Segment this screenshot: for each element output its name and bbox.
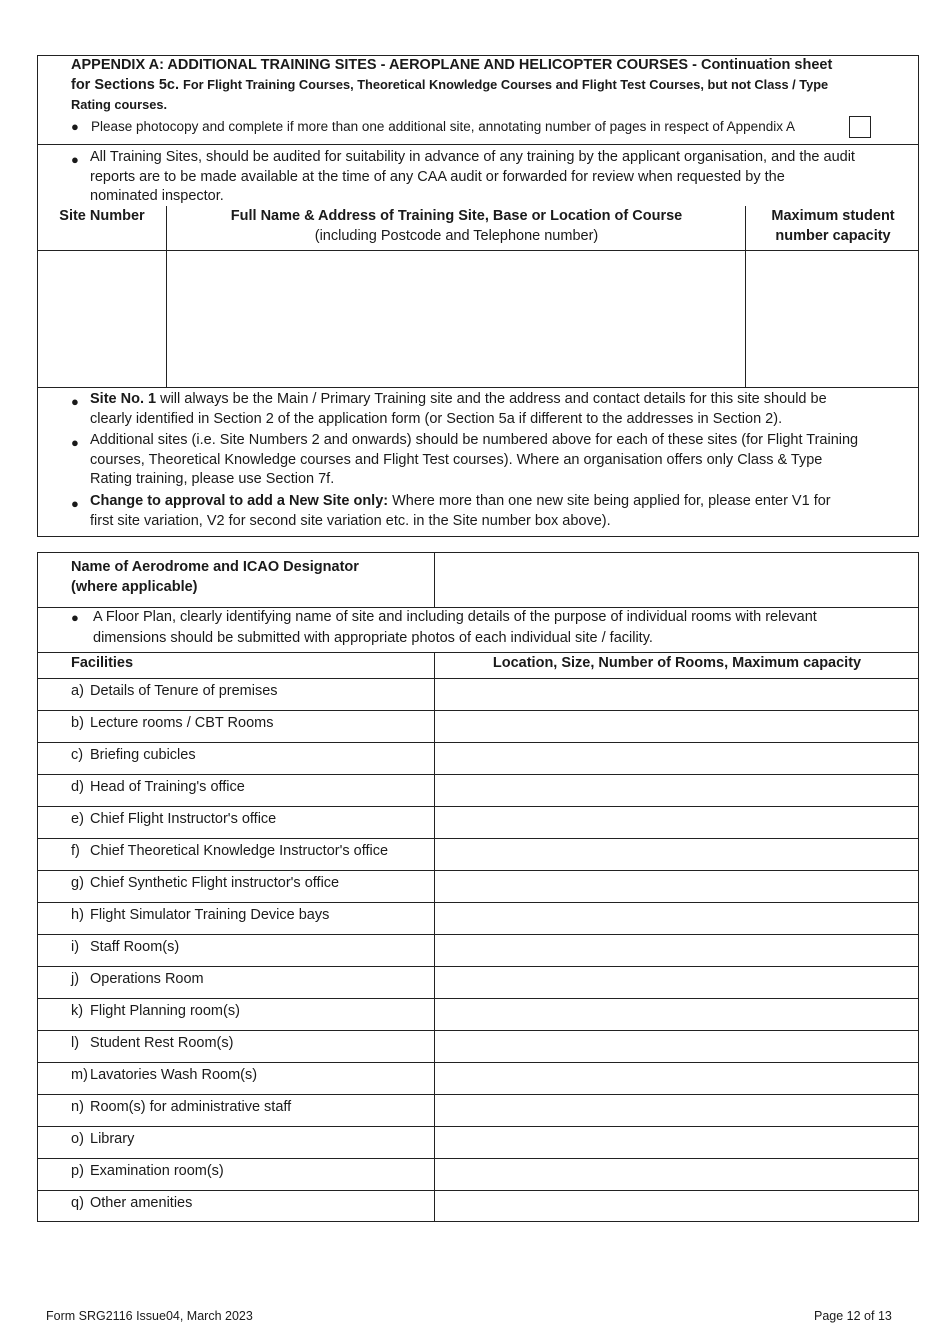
bullet-icon: ● <box>71 152 79 167</box>
col-header-facilities: Facilities <box>71 655 134 671</box>
col-header-full-name: Full Name & Address of Training Site, Base or Location of Course (including Postcode and Telephone number) <box>230 208 683 244</box>
facility-label: a) Details of Tenure of premises <box>71 683 278 699</box>
floor-plan-note: A Floor Plan, clearly identifying name of site and including details of the purpose of individual rooms with relevant dimensions should be submitted with appropriate photos of each individual site / facility. <box>93 609 817 646</box>
facility-label: q) Other amenities <box>71 1195 193 1211</box>
site-address-cell[interactable] <box>167 251 745 387</box>
bullet-icon: ● <box>71 610 79 625</box>
bullet-icon: ● <box>71 435 79 450</box>
facility-detail-input[interactable] <box>435 1127 919 1158</box>
facility-label: f) Chief Theoretical Knowledge Instructor's office <box>71 843 389 859</box>
facility-detail-input[interactable] <box>435 967 919 998</box>
facility-label: k) Flight Planning room(s) <box>71 1003 240 1019</box>
facility-detail-input[interactable] <box>435 1095 919 1126</box>
facility-label: i) Staff Room(s) <box>71 939 180 955</box>
site-number-cell[interactable] <box>38 251 166 387</box>
site-capacity-cell[interactable] <box>746 251 918 387</box>
facility-label: j) Operations Room <box>71 971 204 987</box>
facility-label: b) Lecture rooms / CBT Rooms <box>71 715 274 731</box>
facility-detail-input[interactable] <box>435 679 919 710</box>
facility-label: m) Lavatories Wash Room(s) <box>71 1067 258 1083</box>
facility-label: g) Chief Synthetic Flight instructor's office <box>71 875 340 891</box>
facility-detail-input[interactable] <box>435 839 919 870</box>
facility-detail-input[interactable] <box>435 903 919 934</box>
aerodrome-name-input[interactable] <box>435 553 919 607</box>
facility-label: c) Briefing cubicles <box>71 747 196 763</box>
facility-detail-input[interactable] <box>435 871 919 902</box>
facility-label: e) Chief Flight Instructor's office <box>71 811 277 827</box>
form-id: Form SRG2116 Issue04, March 2023 <box>46 1309 253 1323</box>
appendix-pages-checkbox[interactable] <box>849 116 871 138</box>
facility-label: l) Student Rest Room(s) <box>71 1035 234 1051</box>
note-additional-sites: Additional sites (i.e. Site Numbers 2 and onwards) should be numbered above for each of these sites (for Flight Training courses, Theoretical Knowledge courses and Flight Test courses). Where an organisation offers only Class & Type Rating training, please use Section 7f. <box>90 432 859 487</box>
col-header-location: Location, Size, Number of Rooms, Maximum capacity <box>492 655 862 671</box>
aerodrome-label: Name of Aerodrome and ICAO Designator (where applicable) <box>71 559 359 595</box>
facility-detail-input[interactable] <box>435 1159 919 1190</box>
aerodrome-section <box>37 552 919 1222</box>
facility-label: o) Library <box>71 1131 135 1147</box>
col-header-max-capacity: Maximum student number capacity <box>771 208 895 244</box>
audit-note: All Training Sites, should be audited for suitability in advance of any training by the applicant organisation, and the audit reports are to be made available at the time of any CAA audit or forwarded for review when requested by the nominated inspector. <box>90 149 855 204</box>
facility-label: d) Head of Training's office <box>71 779 245 795</box>
note-new-site: Change to approval to add a New Site only: Where more than one new site being applied for, please enter V1 for first site variation, V2 for second site variation etc. in the Site number box above). <box>90 493 831 529</box>
facility-detail-input[interactable] <box>435 1031 919 1062</box>
note-site-no-1: Site No. 1 will always be the Main / Primary Training site and the address and contact details for this site should be clearly identified in Section 2 of the application form (or Section 5a if different to the addresses in Section 2). <box>90 391 827 427</box>
facility-label: p) Examination room(s) <box>71 1163 224 1179</box>
page-number: Page 12 of 13 <box>814 1309 892 1323</box>
facility-detail-input[interactable] <box>435 743 919 774</box>
facility-detail-input[interactable] <box>435 935 919 966</box>
facility-detail-input[interactable] <box>435 1191 919 1222</box>
bullet-icon: ● <box>71 119 79 134</box>
bullet-icon: ● <box>71 496 79 511</box>
facility-detail-input[interactable] <box>435 711 919 742</box>
facility-detail-input[interactable] <box>435 775 919 806</box>
facility-label: n) Room(s) for administrative staff <box>71 1099 292 1115</box>
appendix-title: APPENDIX A: ADDITIONAL TRAINING SITES - AEROPLANE AND HELICOPTER COURSES - Continuation sheet for Sections 5c. For Flight Training Courses, Theoretical Knowledge Courses and Flight Test Courses, but not Class / Type Rating courses. <box>71 57 833 112</box>
facility-detail-input[interactable] <box>435 1063 919 1094</box>
appendix-section <box>37 55 919 537</box>
col-header-site-number: Site Number <box>59 208 145 224</box>
facility-label: h) Flight Simulator Training Device bays <box>71 907 330 923</box>
photocopy-note: Please photocopy and complete if more than one additional site, annotating number of pages in respect of Appendix A <box>91 119 795 134</box>
facility-detail-input[interactable] <box>435 999 919 1030</box>
bullet-icon: ● <box>71 394 79 409</box>
facility-detail-input[interactable] <box>435 807 919 838</box>
